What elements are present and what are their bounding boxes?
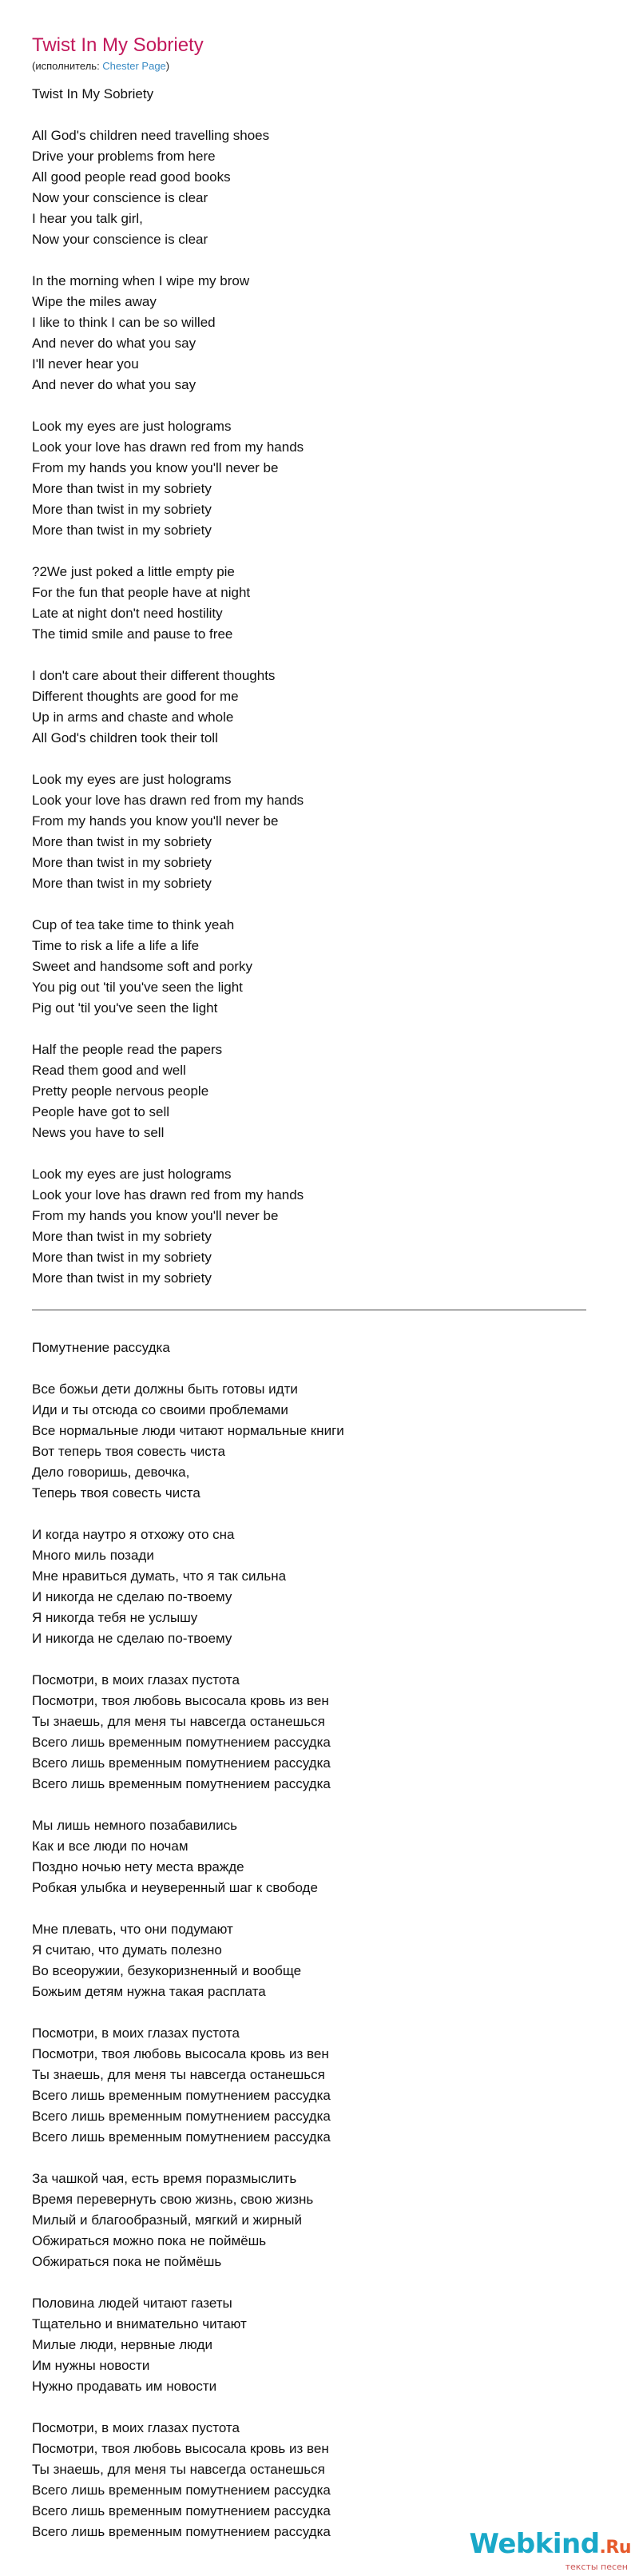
lyric-line: Иди и ты отсюда со своими проблемами — [32, 1402, 288, 1417]
lyric-line: From my hands you know you'll never be — [32, 813, 279, 829]
original-stanza — [32, 666, 607, 749]
lyric-line: Обжираться пока не поймёшь — [32, 2254, 222, 2269]
lyric-line: Мне нравиться думать, что я так сильна — [32, 1568, 287, 1584]
lyric-line: Много миль позади — [32, 1548, 154, 1563]
lyric-line: Обжираться можно пока не поймёшь — [32, 2233, 267, 2248]
lyric-line: Божьим детям нужна такая расплата — [32, 1984, 266, 1999]
lyric-line: Now your conscience is clear — [32, 190, 208, 205]
lyric-line: Помутнение рассудка — [32, 1340, 170, 1355]
translation-stanza — [32, 2023, 607, 2148]
lyric-line: Все божьи дети должны быть готовы идти — [32, 1381, 298, 1397]
lyric-line: Read them good and well — [32, 1063, 186, 1078]
translation-stanza — [32, 1670, 607, 1795]
lyric-line: More than twist in my sobriety — [32, 1270, 212, 1286]
original-stanza — [32, 562, 607, 645]
lyric-line: Ты знаешь, для меня ты навсегда останешься — [32, 2067, 325, 2082]
original-stanza — [32, 84, 607, 105]
lyric-line: За чашкой чая, есть время поразмыслить — [32, 2171, 297, 2186]
lyric-line: You pig out 'til you've seen the light — [32, 980, 243, 995]
logo-wordmark — [470, 2530, 631, 2562]
lyric-line: ?2We just poked a little empty pie — [32, 564, 235, 579]
translation-lyrics — [32, 1338, 607, 2542]
lyrics-body — [32, 84, 607, 2563]
translation-stanza — [32, 1815, 607, 1898]
original-stanza — [32, 1164, 607, 1289]
lyric-line: Я никогда тебя не услышу — [32, 1610, 198, 1625]
lyric-line: И никогда не сделаю по-твоему — [32, 1631, 232, 1646]
original-stanza — [32, 125, 607, 250]
logo-tld: .Ru — [599, 2538, 631, 2558]
lyric-line: More than twist in my sobriety — [32, 502, 212, 517]
lyric-line: News you have to sell — [32, 1125, 165, 1140]
lyric-line: People have got to sell — [32, 1104, 170, 1119]
lyric-line: Ты знаешь, для меня ты навсегда останешься — [32, 2462, 325, 2477]
lyric-line: Cup of tea take time to think yeah — [32, 917, 235, 932]
lyric-line: I like to think I can be so willed — [32, 315, 216, 330]
lyric-line: Дело говоришь, девочка, — [32, 1465, 190, 1480]
lyric-line: Посмотри, твоя любовь высосала кровь из вен — [32, 2046, 329, 2061]
logo-name: Webkind — [469, 2528, 600, 2560]
lyric-line: Всего лишь временным помутнением рассудка — [32, 1776, 331, 1791]
lyric-line: Up in arms and chaste and whole — [32, 710, 234, 725]
original-stanza — [32, 1040, 607, 1143]
lyric-line: More than twist in my sobriety — [32, 1250, 212, 1265]
lyric-line: All God's children took their toll — [32, 730, 218, 745]
lyric-line: The timid smile and pause to free — [32, 626, 233, 642]
lyric-line: All good people read good books — [32, 169, 231, 185]
lyric-line: All God's children need travelling shoes — [32, 128, 270, 143]
lyric-line: Половина людей читают газеты — [32, 2296, 232, 2311]
lyric-line: For the fun that people have at night — [32, 585, 251, 600]
lyric-line: Look your love has drawn red from my hands — [32, 439, 304, 455]
lyric-line: Милый и благообразный, мягкий и жирный — [32, 2212, 303, 2228]
translation-stanza — [32, 1379, 607, 1504]
lyric-line: In the morning when I wipe my brow — [32, 273, 250, 288]
lyric-line: More than twist in my sobriety — [32, 1229, 212, 1244]
lyric-line: Sweet and handsome soft and porky — [32, 959, 252, 974]
lyric-line: Посмотри, в моих глазах пустота — [32, 2025, 240, 2041]
lyric-line: Поздно ночью нету места вражде — [32, 1859, 244, 1874]
lyric-line: Всего лишь временным помутнением рассудка — [32, 2088, 331, 2103]
lyric-line: Look my eyes are just holograms — [32, 772, 232, 787]
lyric-line: Pig out 'til you've seen the light — [32, 1000, 218, 1016]
lyric-line: More than twist in my sobriety — [32, 481, 212, 496]
original-stanza — [32, 915, 607, 1019]
lyric-line: Look your love has drawn red from my hands — [32, 793, 304, 808]
lyric-line: And never do what you say — [32, 377, 196, 392]
lyric-line: Всего лишь временным помутнением рассудка — [32, 1735, 331, 1750]
lyric-line: Во всеоружии, безукоризненный и вообще — [32, 1963, 302, 1978]
lyric-line: Twist In My Sobriety — [32, 86, 154, 101]
lyric-line: Pretty people nervous people — [32, 1083, 209, 1099]
lyric-line: Посмотри, в моих глазах пустота — [32, 1672, 240, 1688]
lyric-line: Посмотри, твоя любовь высосала кровь из вен — [32, 1693, 329, 1708]
lyric-line: Half the people read the papers — [32, 1042, 223, 1057]
lyric-line: More than twist in my sobriety — [32, 834, 212, 849]
lyric-line: More than twist in my sobriety — [32, 876, 212, 891]
lyric-line: Тщательно и внимательно читают — [32, 2316, 247, 2332]
page-header — [32, 34, 607, 74]
lyric-line: Drive your problems from here — [32, 149, 216, 164]
lyric-line: Всего лишь временным помутнением рассудка — [32, 2524, 331, 2539]
lyric-line: И когда наутро я отхожу ото сна — [32, 1527, 235, 1542]
lyric-line: Look your love has drawn red from my hands — [32, 1187, 304, 1203]
lyric-line: Как и все люди по ночам — [32, 1839, 189, 1854]
translation-stanza — [32, 2169, 607, 2272]
lyric-line: Всего лишь временным помутнением рассудка — [32, 2503, 331, 2518]
lyric-line: And never do what you say — [32, 336, 196, 351]
translation-stanza — [32, 2293, 607, 2397]
lyric-line: Теперь твоя совесть чиста — [32, 1485, 200, 1501]
lyric-line: Нужно продавать им новости — [32, 2379, 217, 2394]
lyric-line: Посмотри, в моих глазах пустота — [32, 2420, 240, 2435]
artist-prefix: (исполнитель: — [32, 60, 103, 72]
lyric-line: Look my eyes are just holograms — [32, 419, 232, 434]
original-stanza — [32, 416, 607, 541]
lyric-line: Все нормальные люди читают нормальные книги — [32, 1423, 344, 1438]
translation-stanza — [32, 1338, 607, 1358]
original-stanza — [32, 769, 607, 894]
lyric-line: More than twist in my sobriety — [32, 523, 212, 538]
lyric-line: Late at night don't need hostility — [32, 606, 223, 621]
lyric-line: Я считаю, что думать полезно — [32, 1942, 222, 1958]
translation-stanza — [32, 1919, 607, 2002]
lyric-line: Всего лишь временным помутнением рассудка — [32, 1755, 331, 1771]
lyric-line: I hear you talk girl, — [32, 211, 143, 226]
lyric-line: И никогда не сделаю по-твоему — [32, 1589, 232, 1604]
translation-stanza — [32, 1525, 607, 1649]
artist-line — [32, 59, 607, 74]
page-title: Twist In My Sobriety — [32, 34, 204, 56]
lyric-line: Милые люди, нервные люди — [32, 2337, 212, 2352]
lyric-line: Мы лишь немного позабавились — [32, 1818, 237, 1833]
original-stanza — [32, 271, 607, 396]
lyric-line: Время перевернуть свою жизнь, свою жизнь — [32, 2192, 314, 2207]
lyric-line: Им нужны новости — [32, 2358, 150, 2373]
lyric-line: Всего лишь временным помутнением рассудка — [32, 2109, 331, 2124]
translation-stanza — [32, 2418, 607, 2542]
lyric-line: Ты знаешь, для меня ты навсегда останешься — [32, 1714, 325, 1729]
lyric-line: More than twist in my sobriety — [32, 855, 212, 870]
lyric-line: Now your conscience is clear — [32, 232, 208, 247]
original-lyrics — [32, 84, 607, 1289]
lyric-line: I don't care about their different thoughts — [32, 668, 276, 683]
lyric-line: From my hands you know you'll never be — [32, 460, 279, 475]
artist-link[interactable]: Chester Page — [102, 60, 166, 72]
lyric-line: Всего лишь временным помутнением рассудка — [32, 2129, 331, 2145]
lyric-line: Робкая улыбка и неуверенный шаг к свободе — [32, 1880, 318, 1895]
lyric-line: Different thoughts are good for me — [32, 689, 239, 704]
site-logo[interactable] — [470, 2530, 631, 2572]
lyric-line: Посмотри, твоя любовь высосала кровь из вен — [32, 2441, 329, 2456]
lyric-line: Всего лишь временным помутнением рассудка — [32, 2483, 331, 2498]
lyric-line: Wipe the miles away — [32, 294, 157, 309]
lyric-line: I'll never hear you — [32, 356, 139, 372]
lyric-line: Look my eyes are just holograms — [32, 1167, 232, 1182]
artist-suffix: ) — [165, 60, 170, 72]
lyric-line: Time to risk a life a life a life — [32, 938, 200, 953]
lyric-line: Мне плевать, что они подумают — [32, 1922, 233, 1937]
lyric-line: Вот теперь твоя совесть чиста — [32, 1444, 225, 1459]
lyric-line: From my hands you know you'll never be — [32, 1208, 279, 1223]
logo-tagline: тексты песен — [565, 2562, 628, 2572]
